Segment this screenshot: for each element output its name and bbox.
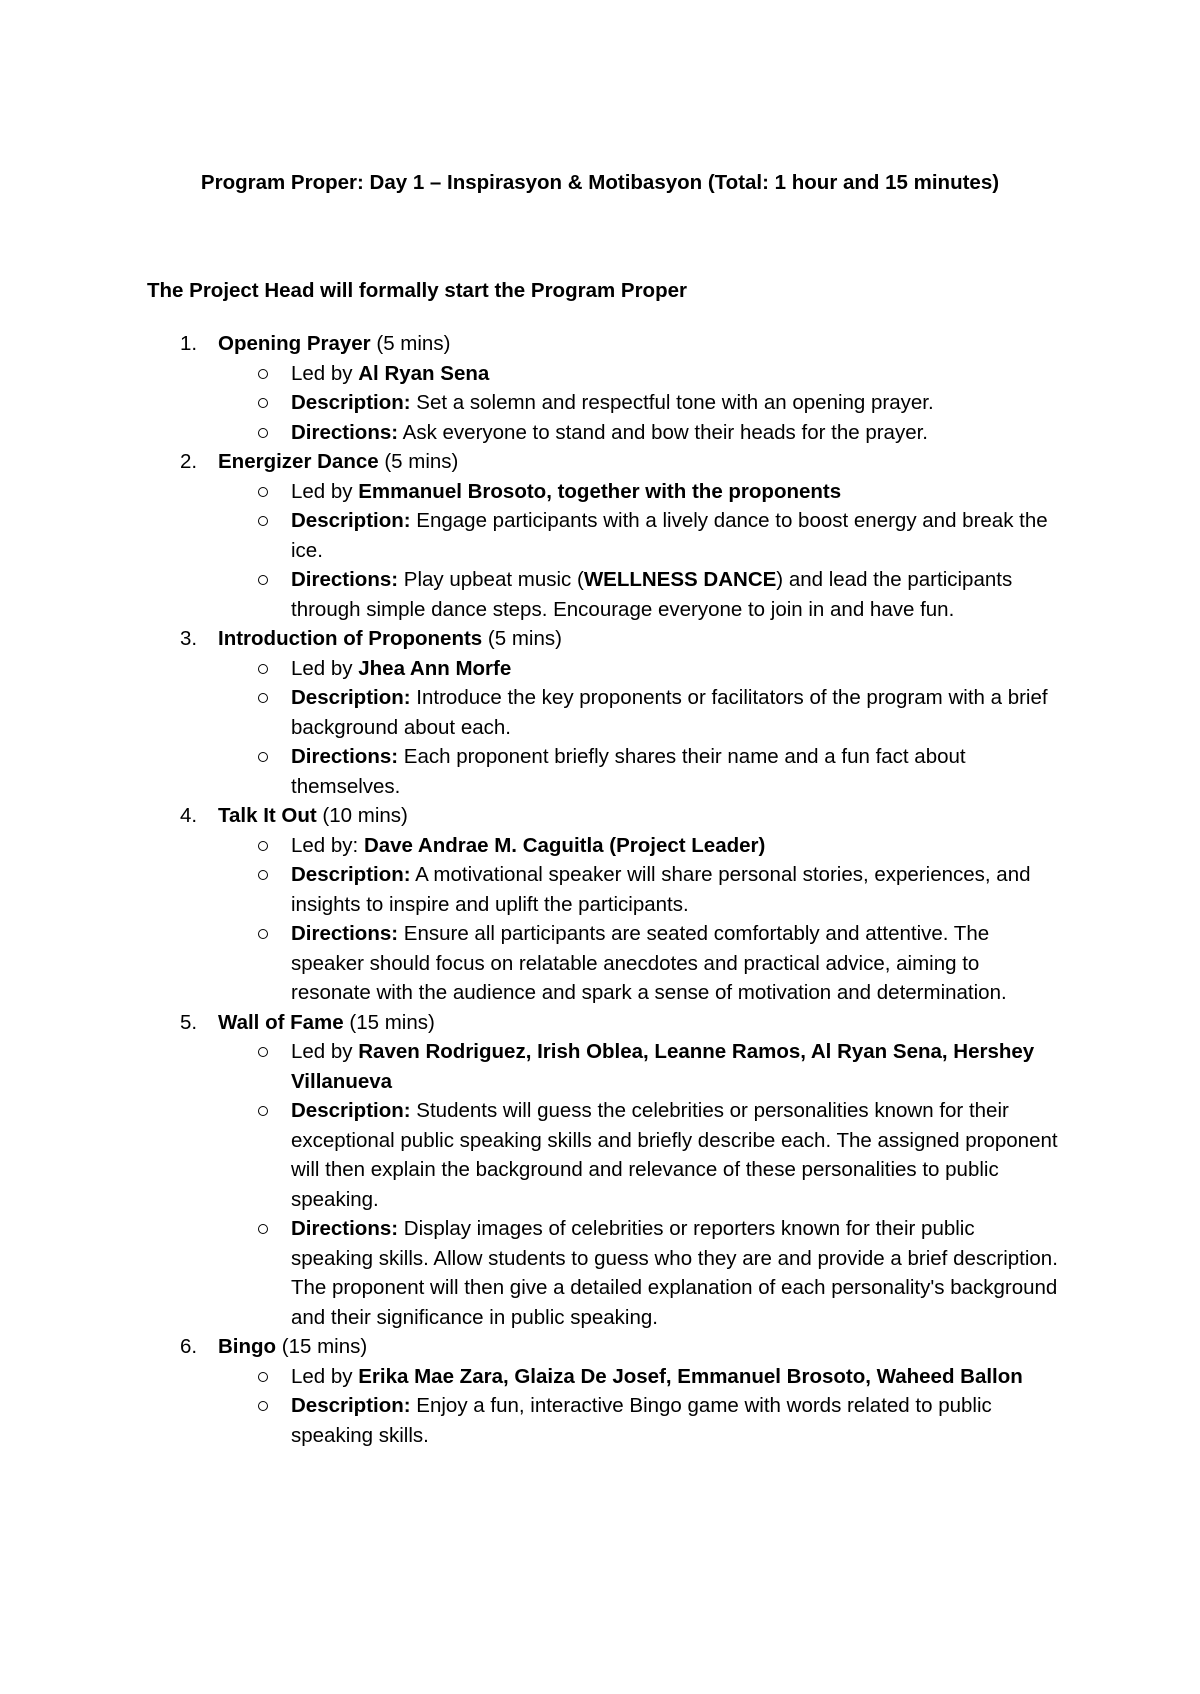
program-item-talk-it-out [0, 801, 1200, 1008]
circle-bullet-icon [258, 1047, 268, 1057]
item-name: Wall of Fame [218, 1010, 344, 1034]
intro-heading: The Project Head will formally start the Program Proper [147, 279, 687, 302]
directions-text: Each proponent briefly shares their name and a fun fact about themselves. [291, 745, 966, 798]
directions-label: Directions: [291, 568, 399, 591]
item-duration: (10 mins) [316, 804, 408, 827]
led-names: Raven Rodriguez, Irish Oblea, Leanne Ramos, Al Ryan Sena, Hershey Villanueva [291, 1040, 1035, 1093]
description-label: Description: [291, 1099, 411, 1122]
circle-bullet-icon [258, 752, 268, 762]
description-text: Engage participants with a lively dance to boost energy and break the ice. [291, 509, 1048, 562]
circle-bullet-icon [258, 1372, 268, 1382]
program-item-introduction-of-proponents [0, 624, 1200, 801]
description-label: Description: [291, 1394, 411, 1417]
led-by-line [0, 1362, 1060, 1392]
program-item-opening-prayer [0, 329, 1200, 447]
description-label: Description: [291, 686, 411, 709]
item-details [218, 1037, 1200, 1332]
directions-line [0, 565, 1060, 624]
directions-text-start: Play upbeat music ( [398, 568, 584, 591]
directions-text-end: ) and lead the participants through simple dance steps. Encourage everyone to join in and have fun. [291, 568, 1013, 621]
program-item-bingo [0, 1332, 1200, 1450]
item-name: Energizer Dance [218, 450, 379, 473]
description-line [0, 860, 1060, 919]
led-prefix: Led by [291, 361, 359, 385]
circle-bullet-icon [258, 428, 268, 438]
item-details [218, 477, 1200, 625]
directions-line [0, 1214, 1060, 1332]
directions-line [0, 742, 1060, 801]
directions-line [0, 418, 1060, 448]
item-number: 3. [180, 627, 198, 650]
item-duration: (5 mins) [482, 627, 562, 650]
description-label: Description: [291, 391, 411, 414]
description-label: Description: [291, 863, 411, 886]
directions-music-title: WELLNESS DANCE [583, 568, 777, 591]
led-prefix: Led by [291, 479, 359, 503]
led-names: Al Ryan Sena [358, 361, 490, 385]
item-name: Opening Prayer [218, 332, 371, 355]
directions-text: Ensure all participants are seated comfortably and attentive. The speaker should focus on relatable anecdotes and practical advice, aiming to resonate with the audience and spark a sense of motivation and determination. [291, 922, 1007, 1004]
item-number: 1. [180, 332, 198, 355]
item-name: Introduction of Proponents [218, 627, 483, 650]
circle-bullet-icon [258, 1224, 268, 1234]
description-text: Set a solemn and respectful tone with an opening prayer. [410, 391, 934, 414]
circle-bullet-icon [258, 516, 268, 526]
circle-bullet-icon [258, 870, 268, 880]
directions-label: Directions: [291, 745, 399, 768]
led-prefix: Led by [291, 1364, 359, 1388]
item-duration: (15 mins) [343, 1010, 435, 1034]
circle-bullet-icon [258, 398, 268, 408]
led-prefix: Led by [291, 656, 359, 680]
item-number: 4. [180, 804, 198, 827]
directions-label: Directions: [291, 922, 399, 945]
circle-bullet-icon [258, 1401, 268, 1411]
directions-line [0, 919, 1060, 1008]
item-details [218, 831, 1200, 1008]
led-names: Erika Mae Zara, Glaiza De Josef, Emmanuel Brosoto, Waheed Ballon [358, 1364, 1023, 1388]
circle-bullet-icon [258, 487, 268, 497]
description-text: Enjoy a fun, interactive Bingo game with words related to public speaking skills. [291, 1394, 992, 1447]
description-line [0, 1391, 1060, 1450]
description-text: A motivational speaker will share personal stories, experiences, and insights to inspire and uplift the participants. [291, 863, 1031, 916]
item-number: 6. [180, 1335, 198, 1358]
led-names: Dave Andrae M. Caguitla (Project Leader) [363, 833, 766, 857]
directions-text: Ask everyone to stand and bow their heads for the prayer. [398, 420, 928, 444]
directions-text: Display images of celebrities or reporters known for their public speaking skills. Allow students to guess who they are and provide a brief description. The proponent will then give a detailed explanation of each personality's background and their significance in public speaking. [291, 1217, 1058, 1329]
item-duration: (5 mins) [370, 332, 451, 355]
description-line [0, 388, 1060, 418]
item-details [218, 1362, 1200, 1451]
program-item-wall-of-fame [0, 1008, 1200, 1333]
circle-bullet-icon [258, 369, 268, 379]
program-list [0, 329, 1200, 1450]
item-duration: (5 mins) [378, 450, 459, 473]
circle-bullet-icon [258, 575, 268, 585]
led-by-line [0, 654, 1060, 684]
item-name: Talk It Out [218, 804, 317, 827]
description-line [0, 1096, 1060, 1214]
description-line [0, 683, 1060, 742]
led-by-line [0, 477, 1060, 507]
led-by-line [0, 831, 1060, 861]
circle-bullet-icon [258, 664, 268, 674]
led-prefix: Led by [291, 1040, 359, 1063]
led-prefix: Led by: [291, 833, 364, 857]
circle-bullet-icon [258, 693, 268, 703]
circle-bullet-icon [258, 1106, 268, 1116]
led-names: Jhea Ann Morfe [358, 656, 512, 680]
program-item-energizer-dance [0, 447, 1200, 624]
item-duration: (15 mins) [276, 1335, 368, 1358]
circle-bullet-icon [258, 929, 268, 939]
description-text: Introduce the key proponents or facilitators of the program with a brief background about each. [291, 686, 1048, 739]
document-title: Program Proper: Day 1 – Inspirasyon & Motibasyon (Total: 1 hour and 15 minutes) [200, 171, 1000, 194]
circle-bullet-icon [258, 841, 268, 851]
directions-label: Directions: [291, 1217, 399, 1240]
led-names: Emmanuel Brosoto, together with the proponents [358, 479, 842, 503]
directions-label: Directions: [291, 420, 399, 444]
item-details [218, 359, 1200, 448]
description-line [0, 506, 1060, 565]
item-number: 2. [180, 450, 198, 473]
item-name: Bingo [218, 1335, 277, 1358]
led-by-line [0, 359, 1060, 389]
description-label: Description: [291, 509, 411, 532]
led-by-line [0, 1037, 1060, 1096]
item-details [218, 654, 1200, 802]
item-number: 5. [180, 1010, 198, 1034]
description-text: Students will guess the celebrities or personalities known for their exceptional public speaking skills and briefly describe each. The assigned proponent will then explain the background and relevance of these personalities to public speaking. [291, 1099, 1058, 1211]
